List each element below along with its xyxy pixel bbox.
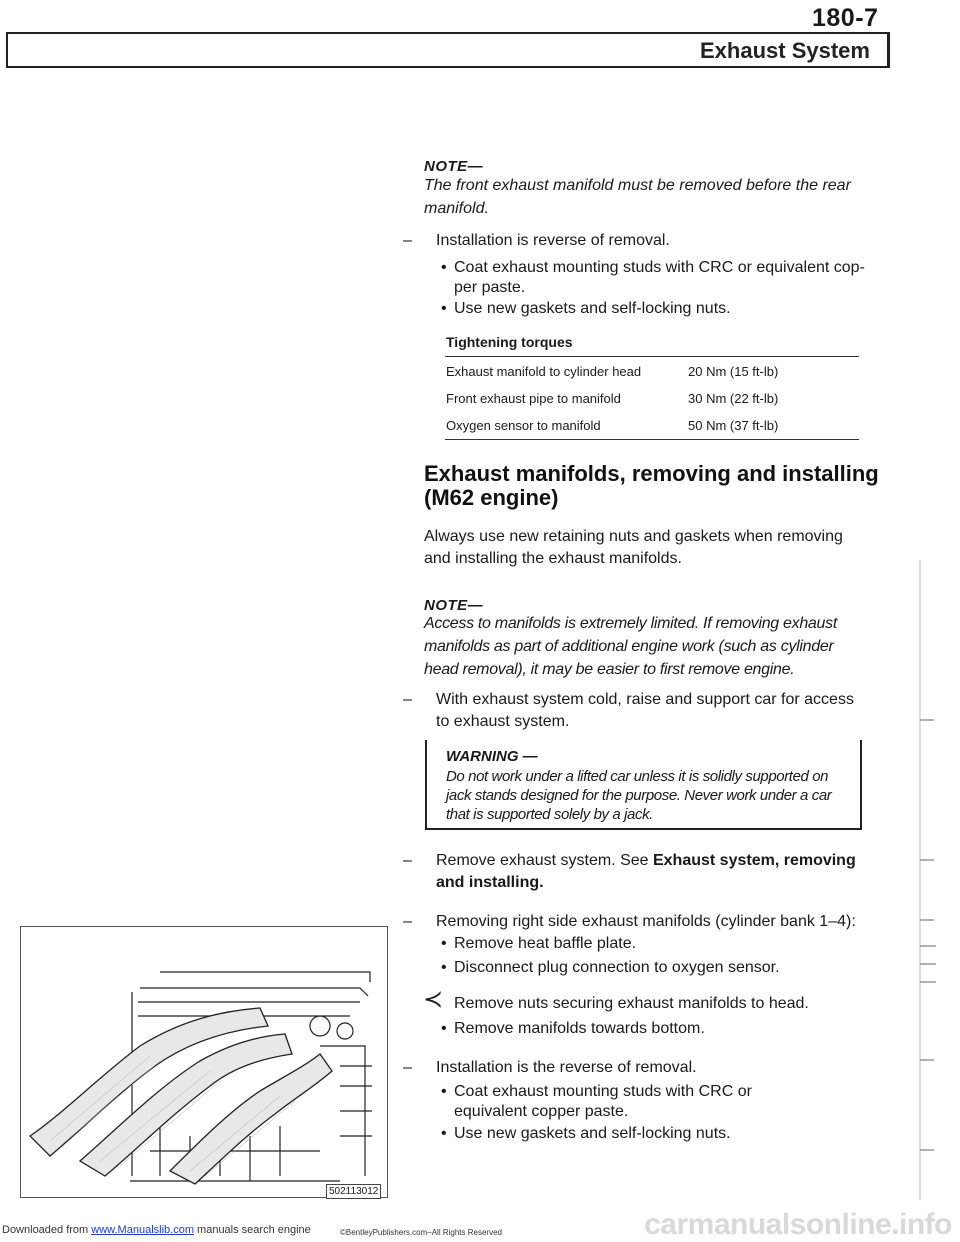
step-text: Removing right side exhaust manifolds (cylinder bank 1–4): — [436, 913, 856, 930]
table-row — [446, 364, 866, 379]
torque-item: Exhaust manifold to cylinder head — [446, 364, 642, 379]
footer-text: Downloaded from — [2, 1224, 92, 1236]
heading-line: (M62 engine) — [424, 485, 559, 510]
dash-marker: – — [403, 691, 412, 708]
bullet-item — [441, 1082, 814, 1122]
bullet-icon: • — [441, 1083, 447, 1100]
bullet-icon: • — [441, 935, 447, 952]
torque-table-title: Tightening torques — [446, 334, 573, 350]
warning-label: WARNING — — [446, 748, 538, 765]
bullet-icon: • — [441, 959, 447, 976]
download-footer — [2, 1224, 311, 1236]
step-remove-right-manifolds — [403, 911, 866, 933]
manualslib-link[interactable]: www.Manualslib.com — [91, 1224, 194, 1236]
bullet-icon: • — [441, 1020, 447, 1037]
table-rule — [445, 439, 859, 440]
note-label: NOTE— — [424, 158, 484, 175]
step-remove-exhaust — [403, 850, 866, 894]
bullet-icon: • — [441, 259, 447, 276]
bullet-icon: • — [441, 1125, 447, 1142]
note-label: NOTE— — [424, 597, 484, 614]
note-text: Access to manifolds is extremely limited. If removing exhaust manifolds as part of additional engine work (such as cylinder head removal), it may be easier to first remove engine. — [424, 615, 837, 678]
dash-marker: – — [403, 1059, 412, 1076]
step-text: Installation is reverse of removal. — [436, 232, 670, 249]
warning-text: Do not work under a lifted car unless it is solidly supported on jack stands designed for the purpose. Never work under a car that is supported solely by a jack. — [446, 768, 832, 823]
page-number: 180-7 — [812, 4, 879, 32]
watermark: carmanualsonline.info — [644, 1208, 952, 1241]
dash-marker: – — [403, 913, 412, 930]
bullet-item — [441, 299, 866, 319]
bullet-item — [441, 258, 866, 298]
copyright-text: ©BentleyPublishers.com–All Rights Reserved — [340, 1228, 502, 1237]
table-row — [446, 391, 866, 406]
step-text: With exhaust system cold, raise and support car for access to exhaust system. — [436, 691, 854, 730]
section-intro: Always use new retaining nuts and gaskets when removing and installing the exhaust manifolds. — [424, 528, 843, 567]
step-text: Installation is the reverse of removal. — [436, 1059, 697, 1076]
step-raise-car — [403, 689, 866, 733]
step-remove-nuts: Remove nuts securing exhaust manifolds to head. — [454, 995, 809, 1012]
exhaust-manifold-illustration — [20, 926, 388, 1198]
heading-line: Exhaust manifolds, removing and installing — [424, 461, 879, 486]
bullet-text: Use new gaskets and self-locking nuts. — [454, 300, 731, 317]
table-rule — [445, 356, 859, 357]
bullet-item — [441, 934, 866, 954]
step-text: Remove exhaust system. See — [436, 852, 653, 869]
bullet-text: Remove manifolds towards bottom. — [454, 1020, 705, 1037]
bullet-item — [441, 1124, 866, 1144]
bullet-text: Disconnect plug connection to oxygen sensor. — [454, 959, 780, 976]
step-installation-reverse — [403, 1057, 866, 1079]
torque-value: 30 Nm (22 ft-lb) — [688, 391, 779, 406]
figure-pointer-icon: ≺ — [423, 986, 444, 1013]
step-installation — [403, 230, 866, 252]
cross-reference: Exhaust system, removing and installing. — [436, 852, 856, 891]
bullet-text: Coat exhaust mounting studs with CRC or equivalent cop- per paste. — [454, 259, 865, 296]
section-heading — [424, 462, 879, 510]
bullet-icon: • — [441, 300, 447, 317]
note-text: The front exhaust manifold must be removed before the rear manifold. — [424, 177, 851, 217]
torque-item: Front exhaust pipe to manifold — [446, 391, 621, 406]
bullet-text: Remove heat baffle plate. — [454, 935, 637, 952]
bullet-item — [441, 1019, 866, 1039]
margin-marks — [918, 560, 936, 1200]
section-title: Exhaust System — [700, 38, 870, 63]
footer-text: manuals search engine — [193, 1224, 311, 1236]
bullet-item — [441, 958, 866, 978]
torque-item: Oxygen sensor to manifold — [446, 418, 601, 433]
dash-marker: – — [403, 852, 412, 869]
dash-marker: – — [403, 232, 412, 249]
figure-id: 502113012 — [326, 1184, 381, 1199]
torque-value: 20 Nm (15 ft-lb) — [688, 364, 779, 379]
torque-value: 50 Nm (37 ft-lb) — [688, 418, 779, 433]
bullet-text: Use new gaskets and self-locking nuts. — [454, 1125, 731, 1142]
table-row — [446, 418, 866, 433]
bullet-text: Coat exhaust mounting studs with CRC or equivalent copper paste. — [454, 1083, 752, 1120]
